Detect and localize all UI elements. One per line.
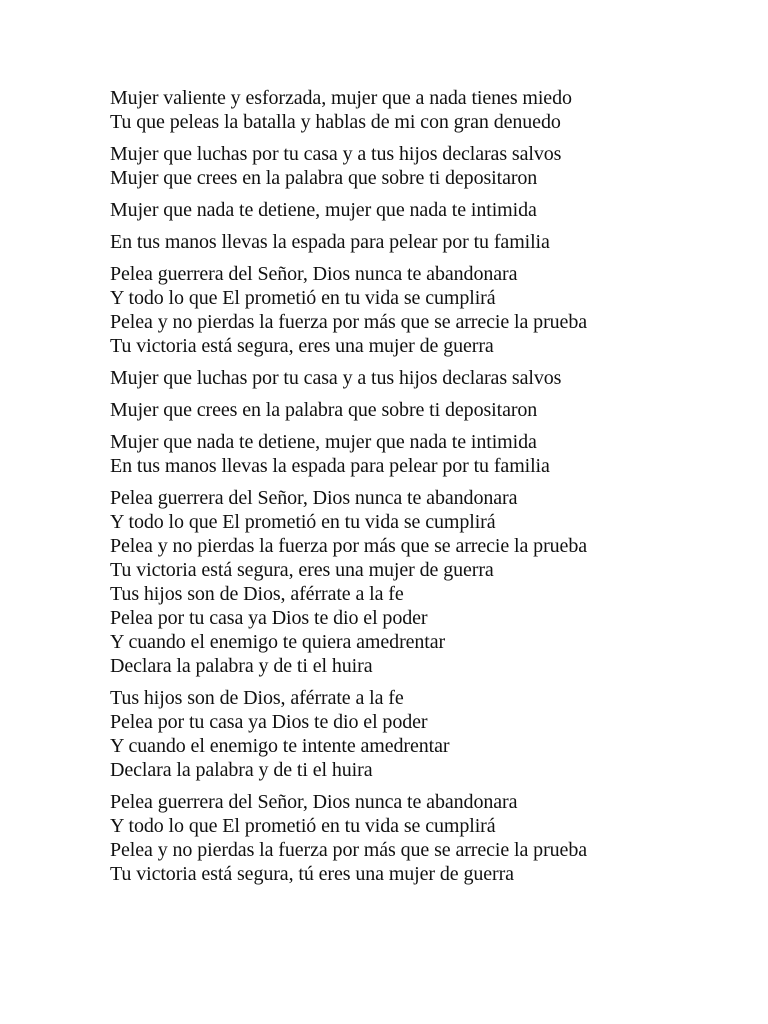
lyric-line: Pelea por tu casa ya Dios te dio el poder	[110, 607, 428, 629]
lyric-line: Tus hijos son de Dios, aférrate a la fe	[110, 687, 404, 709]
lyric-line: Mujer que crees en la palabra que sobre ti depositaron	[110, 399, 538, 421]
stanza	[110, 230, 730, 254]
stanza	[110, 486, 730, 678]
lyric-line: Mujer que nada te detiene, mujer que nada te intimida	[110, 431, 537, 453]
lyrics-body	[110, 86, 730, 894]
lyric-line: Pelea y no pierdas la fuerza por más que se arrecie la prueba	[110, 535, 587, 557]
lyric-line: Mujer que luchas por tu casa y a tus hijos declaras salvos	[110, 367, 562, 389]
lyric-line: Mujer que nada te detiene, mujer que nada te intimida	[110, 199, 537, 221]
lyric-line: Pelea guerrera del Señor, Dios nunca te abandonara	[110, 791, 518, 813]
lyric-line: Mujer valiente y esforzada, mujer que a nada tienes miedo	[110, 87, 572, 109]
lyric-line: Y cuando el enemigo te intente amedrentar	[110, 735, 450, 757]
lyric-line: Tu victoria está segura, eres una mujer de guerra	[110, 335, 494, 357]
lyric-line: En tus manos llevas la espada para pelear por tu familia	[110, 455, 550, 477]
lyric-line: Mujer que crees en la palabra que sobre ti depositaron	[110, 167, 538, 189]
stanza	[110, 686, 730, 782]
lyric-line: Declara la palabra y de ti el huira	[110, 759, 373, 781]
lyric-line: Tu victoria está segura, eres una mujer de guerra	[110, 559, 494, 581]
stanza	[110, 262, 730, 358]
lyric-line: Y todo lo que El prometió en tu vida se cumplirá	[110, 815, 496, 837]
lyric-line: Pelea y no pierdas la fuerza por más que se arrecie la prueba	[110, 839, 587, 861]
lyric-line: Y todo lo que El prometió en tu vida se cumplirá	[110, 511, 496, 533]
stanza	[110, 86, 730, 134]
stanza	[110, 790, 730, 886]
lyric-line: Pelea guerrera del Señor, Dios nunca te abandonara	[110, 263, 518, 285]
lyric-line: Y todo lo que El prometió en tu vida se cumplirá	[110, 287, 496, 309]
stanza	[110, 142, 730, 190]
lyric-line: Pelea por tu casa ya Dios te dio el poder	[110, 711, 428, 733]
lyric-line: Declara la palabra y de ti el huira	[110, 655, 373, 677]
lyric-line: Mujer que luchas por tu casa y a tus hijos declaras salvos	[110, 143, 562, 165]
lyric-line: Pelea y no pierdas la fuerza por más que se arrecie la prueba	[110, 311, 587, 333]
stanza	[110, 198, 730, 222]
lyric-line: Tus hijos son de Dios, aférrate a la fe	[110, 583, 404, 605]
lyric-line: En tus manos llevas la espada para pelear por tu familia	[110, 231, 550, 253]
lyric-line: Pelea guerrera del Señor, Dios nunca te abandonara	[110, 487, 518, 509]
stanza	[110, 430, 730, 478]
lyric-line: Tu victoria está segura, tú eres una mujer de guerra	[110, 863, 514, 885]
stanza	[110, 398, 730, 422]
lyric-line: Y cuando el enemigo te quiera amedrentar	[110, 631, 446, 653]
lyric-line: Tu que peleas la batalla y hablas de mi con gran denuedo	[110, 111, 561, 133]
stanza	[110, 366, 730, 390]
